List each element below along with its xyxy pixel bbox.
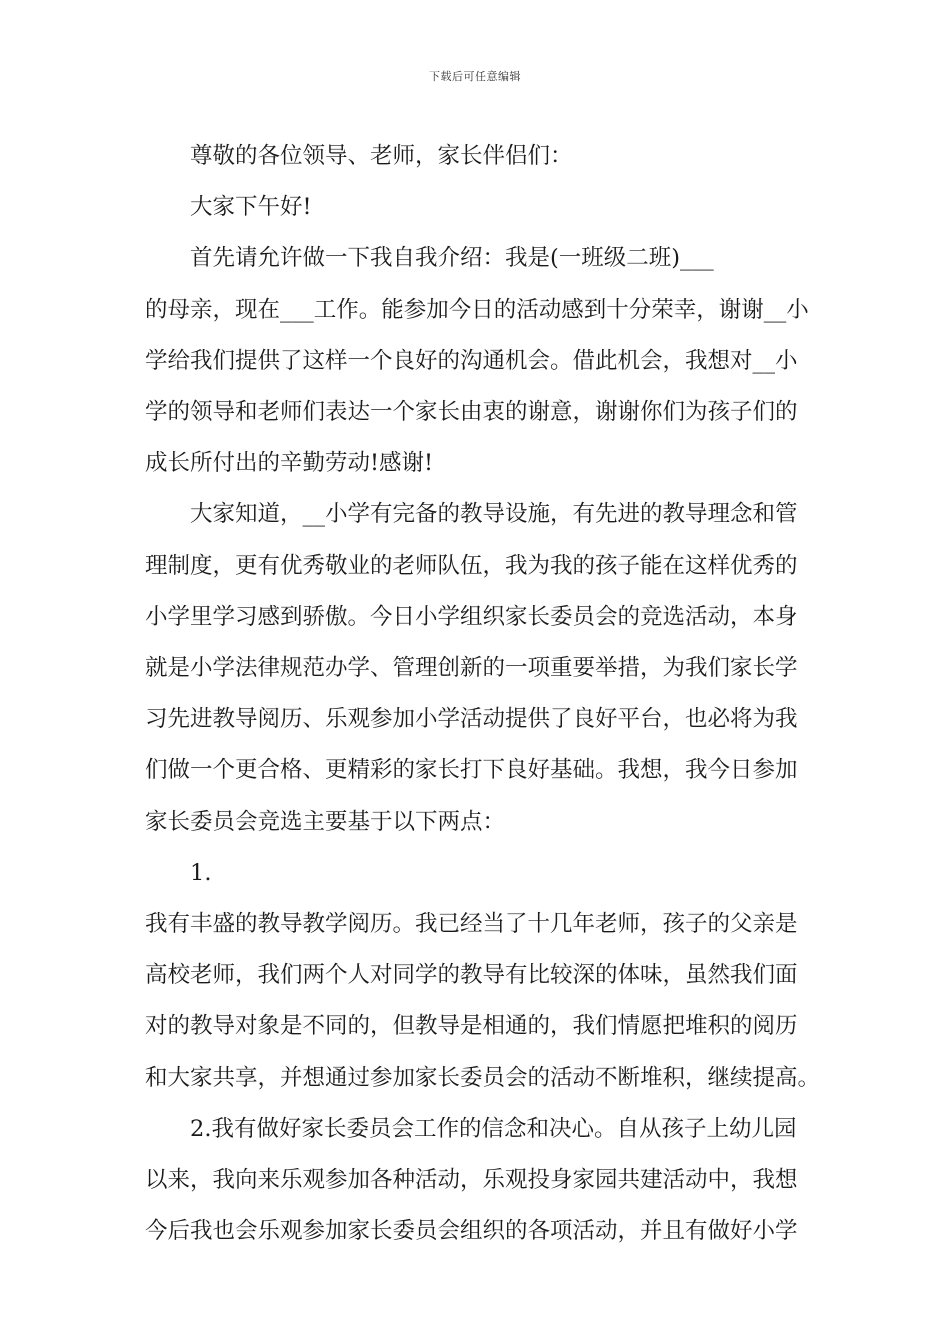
paragraph-line: 学给我们提供了这样一个良好的沟通机会。借此机会，我想对__小 bbox=[145, 347, 798, 374]
paragraph-line: 以来，我向来乐观参加各种活动，乐观投身家园共建活动中，我想 bbox=[145, 1167, 798, 1194]
paragraph-line: 我有丰盛的教导教学阅历。我已经当了十几年老师，孩子的父亲是 bbox=[145, 911, 798, 938]
paragraph-line: 对的教导对象是不同的，但教导是相通的，我们情愿把堆积的阅历 bbox=[145, 1013, 798, 1040]
paragraph-line: 小学里学习感到骄傲。今日小学组织家长委员会的竞选活动，本身 bbox=[145, 603, 798, 630]
list-number: 1. bbox=[190, 859, 212, 886]
paragraph-line: 大家知道，__小学有完备的教导设施，有先进的教导理念和管 bbox=[190, 501, 798, 528]
paragraph-line: 家长委员会竞选主要基于以下两点： bbox=[145, 808, 506, 835]
paragraph-line: 习先进教导阅历、乐观参加小学活动提供了良好平台，也必将为我 bbox=[145, 706, 798, 733]
paragraph-line: 理制度，更有优秀敬业的老师队伍，我为我的孩子能在这样优秀的 bbox=[145, 552, 798, 579]
paragraph-line: 首先请允许做一下我自我介绍：我是(一班级二班)___ bbox=[190, 245, 714, 272]
paragraph-line: 高校老师，我们两个人对同学的教导有比较深的体味，虽然我们面 bbox=[145, 962, 798, 989]
paragraph-line: 和大家共享，并想通过参加家长委员会的活动不断堆积，继续提高。 bbox=[145, 1064, 821, 1091]
paragraph-line: 学的领导和老师们表达一个家长由衷的谢意，谢谢你们为孩子们的 bbox=[145, 399, 798, 426]
greeting-line: 大家下午好! bbox=[190, 194, 312, 221]
paragraph-line: 的母亲，现在___工作。能参加今日的活动感到十分荣幸，谢谢__小 bbox=[145, 296, 809, 323]
header-note: 下载后可任意编辑 bbox=[429, 70, 521, 83]
paragraph-line: 就是小学法律规范办学、管理创新的一项重要举措，为我们家长学 bbox=[145, 655, 798, 682]
paragraph-line: 们做一个更合格、更精彩的家长打下良好基础。我想，我今日参加 bbox=[145, 757, 798, 784]
salutation-line: 尊敬的各位领导、老师，家长伴侣们： bbox=[190, 143, 573, 169]
document-body bbox=[145, 131, 821, 1257]
paragraph-line: 成长所付出的辛勤劳动!感谢! bbox=[145, 450, 434, 477]
paragraph-line: 2.我有做好家长委员会工作的信念和决心。自从孩子上幼儿园 bbox=[190, 1115, 797, 1142]
paragraph-line: 今后我也会乐观参加家长委员会组织的各项活动，并且有做好小学 bbox=[145, 1218, 798, 1245]
